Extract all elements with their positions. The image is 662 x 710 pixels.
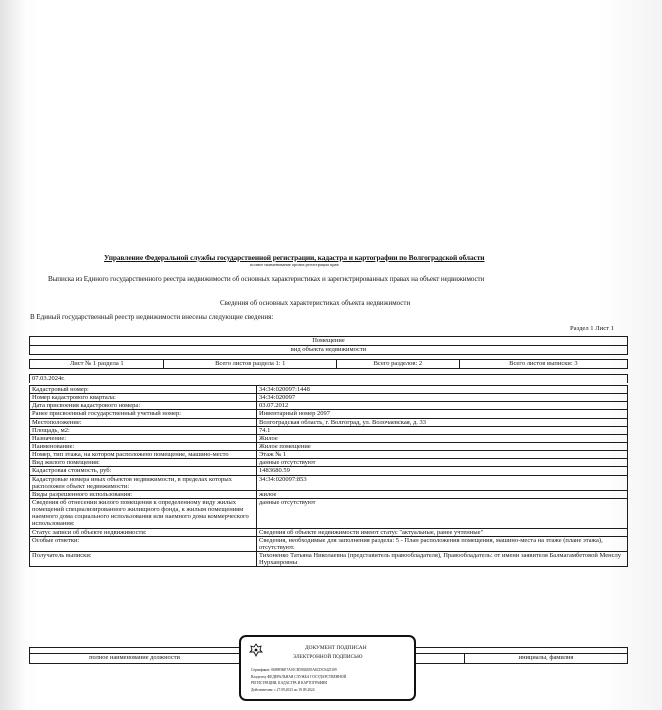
table-row <box>30 490 628 498</box>
table-row <box>30 451 628 459</box>
field-label: Местоположение: <box>30 418 257 426</box>
field-value: Жилое <box>257 434 628 442</box>
position-caption: полное наименование должности <box>30 654 240 664</box>
date-table <box>29 374 628 383</box>
field-value: 03.07.2012 <box>257 402 628 410</box>
field-label: Особые отметки: <box>30 536 257 551</box>
table-row <box>30 418 628 426</box>
table-row <box>30 551 628 566</box>
field-label: Кадастровый номер: <box>30 386 257 394</box>
field-label: Номер кадастрового квартала: <box>30 394 257 402</box>
sheets-total: Всего листов выписки: 3 <box>459 360 627 369</box>
field-value: Тихоненко Татьяна Николаевна (представитель правообладателя), Правообладатель: от имени заявителя Балмагамбетовой Менслу Нурханровны <box>257 551 628 566</box>
table-row <box>30 386 628 394</box>
table-row <box>30 434 628 442</box>
field-value: Инвентарный номер 2097 <box>257 410 628 418</box>
section-title: Сведения об основных характеристиках объекта недвижимости <box>220 299 411 307</box>
field-value: 34:34:020097:853 <box>257 475 628 490</box>
table-row <box>30 402 628 410</box>
field-value: данные отсутствуют <box>257 498 628 528</box>
table-row <box>30 442 628 450</box>
object-kind-caption: вид объекта недвижимости <box>30 346 628 355</box>
field-value: Сведения, необходимые для заполнения раздела: 5 - План расположения помещения, машино-места на этаже (плане этажа), отсутствуют. <box>257 536 628 551</box>
field-value: Волгоградская область, г. Волгоград, ул. Волочаевская, д. 33 <box>257 418 628 426</box>
sheet-meta-table <box>29 359 628 369</box>
field-value: Сведения об объекте недвижимости имеют статус "актуальные, ранее учтенные" <box>257 528 628 536</box>
object-kind-table <box>29 336 628 355</box>
table-row <box>30 475 628 490</box>
stamp-validity: Действителен: с 27.09.2023 по 19.09.2024 <box>251 688 315 692</box>
agency-caption: полное наименование органа регистрации прав <box>250 262 339 267</box>
field-label: Статус записи об объекте недвижимости: <box>30 528 257 536</box>
field-label: Дата присвоения кадастрового номера: <box>30 402 257 410</box>
table-row <box>30 394 628 402</box>
stamp-subtitle: ЭЛЕКТРОННОЙ ПОДПИСЬЮ <box>293 654 363 660</box>
field-value: данные отсутствуют <box>257 459 628 467</box>
extract-title: Выписка из Единого государственного реестра недвижимости об основных характеристиках и зарегистрированных правах на объект недвижимости <box>48 275 485 283</box>
field-label: Виды разрешенного использования: <box>30 490 257 498</box>
stamp-certificate: Сертификат: 0689E96E7A01CB5902B55A6CDC9425109 <box>251 668 337 672</box>
field-label: Кадастровые номера иных объектов недвижимости, в пределах которых расположен объект недвижимости: <box>30 475 257 490</box>
field-label: Сведения об отнесении жилого помещения к определенному виду жилых помещений специализированного жилищного фонда, к жилым помещениям наемного дома социального использования или наемного дома коммерческого использования: <box>30 498 257 528</box>
field-value: жилое <box>257 490 628 498</box>
field-value: Этаж № 1 <box>257 451 628 459</box>
sections-total: Всего разделов: 2 <box>337 360 460 369</box>
field-value: Жилое помещение <box>257 442 628 450</box>
extract-date: 07.03.2024г. <box>30 375 628 384</box>
electronic-signature-stamp <box>239 635 416 701</box>
registry-note: В Единый государственный реестр недвижимости внесены следующие сведения: <box>30 313 274 321</box>
field-label: Вид жилого помещения: <box>30 459 257 467</box>
field-label: Кадастровая стоимость, руб: <box>30 467 257 475</box>
table-row <box>30 536 628 551</box>
field-label: Ранее присвоенный государственный учетный номер: <box>30 410 257 418</box>
field-label: Номер, тип этажа, на котором расположено помещение, машино-место <box>30 451 257 459</box>
field-label: Наименование: <box>30 442 257 450</box>
stamp-title: ДОКУМЕНТ ПОДПИСАН <box>305 645 367 651</box>
stamp-owner-line2: РЕГИСТРАЦИИ, КАДАСТРА И КАРТОГРАФИИ <box>251 681 327 685</box>
sheet-number: Лист № 1 раздела 1 <box>30 360 164 369</box>
table-row <box>30 459 628 467</box>
table-row <box>30 410 628 418</box>
page-label: Раздел 1 Лист 1 <box>570 325 614 332</box>
table-row <box>30 426 628 434</box>
agency-name: Управление Федеральной службы государственной регистрации, кадастра и картографии по Волгоградской области <box>104 253 485 262</box>
field-value: 1483680.59 <box>257 467 628 475</box>
field-label: Получатель выписки: <box>30 551 257 566</box>
characteristics-table <box>29 385 628 567</box>
table-row <box>30 498 628 528</box>
object-kind: Помещение <box>30 337 628 346</box>
table-row <box>30 528 628 536</box>
table-row <box>30 467 628 475</box>
sheets-in-section: Всего листов раздела 1: 1 <box>164 360 337 369</box>
name-caption: инициалы, фамилия <box>465 654 628 664</box>
field-value: 34:34:020097:1448 <box>257 386 628 394</box>
field-value: 34:34:020097 <box>257 394 628 402</box>
field-value: 74.1 <box>257 426 628 434</box>
field-label: Площадь, м2: <box>30 426 257 434</box>
coat-of-arms-icon <box>249 643 263 657</box>
field-label: Назначение: <box>30 434 257 442</box>
page-edge-shadow <box>0 0 28 710</box>
stamp-owner: Владелец: ФЕДЕРАЛЬНАЯ СЛУЖБА ГОСУДАРСТВЕННОЙ <box>251 675 347 679</box>
